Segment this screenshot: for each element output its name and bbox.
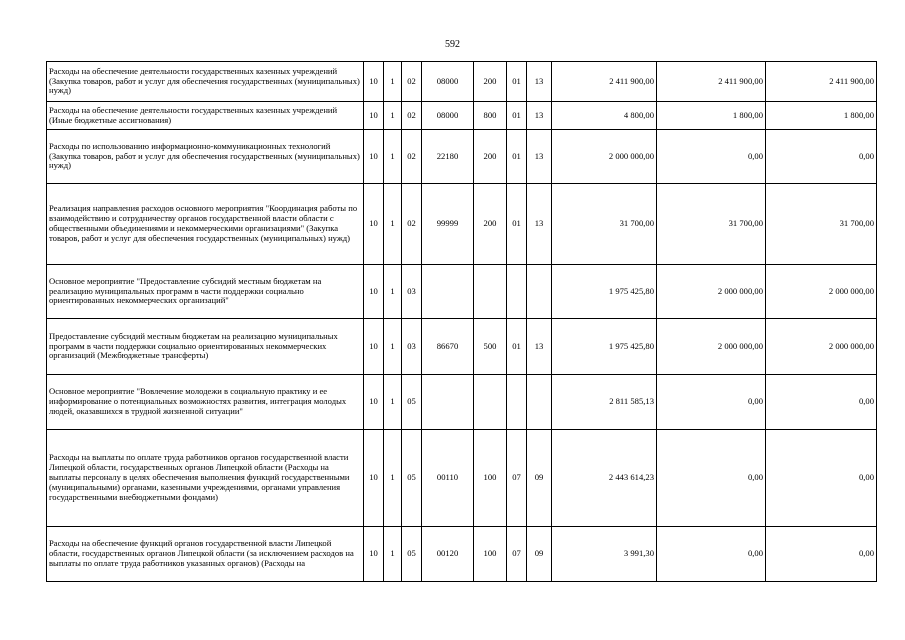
row-description: Расходы на выплаты по оплате труда работников органов государственной власти Липецкой области, государственных органов Липецкой области (Расходы на выплаты персоналу в целях обеспечения выполнения функций государственными (муниципальными) органами, казенными учреждениями, органами управления государственными внебюджетными фондами)	[47, 430, 364, 527]
amount-3: 0,00	[766, 430, 877, 527]
table-body	[47, 62, 877, 582]
code-4: 00110	[422, 430, 474, 527]
amount-2: 0,00	[657, 527, 766, 582]
amount-2: 1 800,00	[657, 102, 766, 130]
table-row	[47, 62, 877, 102]
code-2: 1	[384, 375, 402, 430]
code-5	[474, 375, 507, 430]
budget-table	[46, 61, 877, 582]
amount-2: 0,00	[657, 375, 766, 430]
table-row	[47, 527, 877, 582]
row-description: Расходы на обеспечение функций органов государственной власти Липецкой области, государственных органов Липецкой области (за исключением расходов на выплаты по оплате труда работников указанных органов) (Расходы на	[47, 527, 364, 582]
code-5: 800	[474, 102, 507, 130]
amount-3: 2 000 000,00	[766, 319, 877, 375]
amount-3: 1 800,00	[766, 102, 877, 130]
code-4: 00120	[422, 527, 474, 582]
code-5: 500	[474, 319, 507, 375]
table-row	[47, 265, 877, 319]
amount-3: 0,00	[766, 130, 877, 184]
code-4: 08000	[422, 62, 474, 102]
code-1: 10	[364, 527, 384, 582]
amount-3: 2 411 900,00	[766, 62, 877, 102]
code-4: 08000	[422, 102, 474, 130]
code-6	[507, 375, 527, 430]
code-6: 07	[507, 430, 527, 527]
amount-2: 2 000 000,00	[657, 319, 766, 375]
table-row	[47, 319, 877, 375]
code-5	[474, 265, 507, 319]
code-6: 07	[507, 527, 527, 582]
code-6: 01	[507, 102, 527, 130]
code-5: 200	[474, 130, 507, 184]
code-3: 03	[402, 319, 422, 375]
code-2: 1	[384, 62, 402, 102]
code-2: 1	[384, 430, 402, 527]
code-1: 10	[364, 184, 384, 265]
code-2: 1	[384, 527, 402, 582]
code-3: 05	[402, 430, 422, 527]
amount-1: 2 811 585,13	[552, 375, 657, 430]
code-3: 02	[402, 62, 422, 102]
amount-2: 2 000 000,00	[657, 265, 766, 319]
code-3: 02	[402, 130, 422, 184]
table-row	[47, 375, 877, 430]
code-5: 200	[474, 184, 507, 265]
amount-1: 3 991,30	[552, 527, 657, 582]
row-description: Основное мероприятие "Предоставление субсидий местным бюджетам на реализацию муниципальных программ в части поддержки социально ориентированных некоммерческих организаций"	[47, 265, 364, 319]
amount-2: 0,00	[657, 430, 766, 527]
code-3: 02	[402, 102, 422, 130]
code-1: 10	[364, 265, 384, 319]
row-description: Расходы на обеспечение деятельности государственных казенных учреждений (Иные бюджетные ассигнования)	[47, 102, 364, 130]
code-3: 05	[402, 527, 422, 582]
amount-2: 31 700,00	[657, 184, 766, 265]
code-1: 10	[364, 319, 384, 375]
code-7: 13	[527, 102, 552, 130]
code-7: 09	[527, 527, 552, 582]
amount-3: 2 000 000,00	[766, 265, 877, 319]
page-number: 592	[445, 39, 460, 50]
code-2: 1	[384, 319, 402, 375]
code-6: 01	[507, 62, 527, 102]
code-2: 1	[384, 130, 402, 184]
code-5: 100	[474, 527, 507, 582]
code-7	[527, 265, 552, 319]
amount-1: 2 411 900,00	[552, 62, 657, 102]
table-row	[47, 102, 877, 130]
row-description: Основное мероприятие "Вовлечение молодежи в социальную практику и ее информирование о потенциальных возможностях развития, интеграция молодых людей, оказавшихся в трудной жизненной ситуации"	[47, 375, 364, 430]
code-2: 1	[384, 265, 402, 319]
code-4: 99999	[422, 184, 474, 265]
amount-2: 0,00	[657, 130, 766, 184]
amount-1: 1 975 425,80	[552, 319, 657, 375]
code-3: 03	[402, 265, 422, 319]
code-1: 10	[364, 430, 384, 527]
code-6: 01	[507, 130, 527, 184]
table-row	[47, 184, 877, 265]
code-4	[422, 265, 474, 319]
code-7: 09	[527, 430, 552, 527]
amount-1: 1 975 425,80	[552, 265, 657, 319]
table-row	[47, 430, 877, 527]
table-row	[47, 130, 877, 184]
code-3: 02	[402, 184, 422, 265]
row-description: Реализация направления расходов основного мероприятия "Координация работы по взаимодействию и сотрудничеству органов государственной власти области с общественными объединениями и некоммерческими организациями" (Закупка товаров, работ и услуг для обеспечения государственных (муниципальных) нужд)	[47, 184, 364, 265]
row-description: Расходы на обеспечение деятельности государственных казенных учреждений (Закупка товаров, работ и услуг для обеспечения государственных (муниципальных) нужд)	[47, 62, 364, 102]
code-7: 13	[527, 62, 552, 102]
amount-3: 0,00	[766, 375, 877, 430]
code-5: 200	[474, 62, 507, 102]
code-2: 1	[384, 184, 402, 265]
code-1: 10	[364, 62, 384, 102]
code-7	[527, 375, 552, 430]
amount-1: 4 800,00	[552, 102, 657, 130]
amount-3: 31 700,00	[766, 184, 877, 265]
code-4: 22180	[422, 130, 474, 184]
code-4: 86670	[422, 319, 474, 375]
code-1: 10	[364, 130, 384, 184]
code-7: 13	[527, 319, 552, 375]
code-6	[507, 265, 527, 319]
code-7: 13	[527, 130, 552, 184]
row-description: Расходы по использованию информационно-коммуникационных технологий (Закупка товаров, работ и услуг для обеспечения государственных (муниципальных) нужд)	[47, 130, 364, 184]
code-1: 10	[364, 102, 384, 130]
amount-1: 2 443 614,23	[552, 430, 657, 527]
amount-1: 2 000 000,00	[552, 130, 657, 184]
row-description: Предоставление субсидий местным бюджетам на реализацию муниципальных программ в части поддержки социально ориентированных некоммерческих организаций (Межбюджетные трансферты)	[47, 319, 364, 375]
amount-2: 2 411 900,00	[657, 62, 766, 102]
code-2: 1	[384, 102, 402, 130]
code-6: 01	[507, 184, 527, 265]
code-7: 13	[527, 184, 552, 265]
code-5: 100	[474, 430, 507, 527]
code-3: 05	[402, 375, 422, 430]
code-6: 01	[507, 319, 527, 375]
code-4	[422, 375, 474, 430]
code-1: 10	[364, 375, 384, 430]
amount-3: 0,00	[766, 527, 877, 582]
amount-1: 31 700,00	[552, 184, 657, 265]
